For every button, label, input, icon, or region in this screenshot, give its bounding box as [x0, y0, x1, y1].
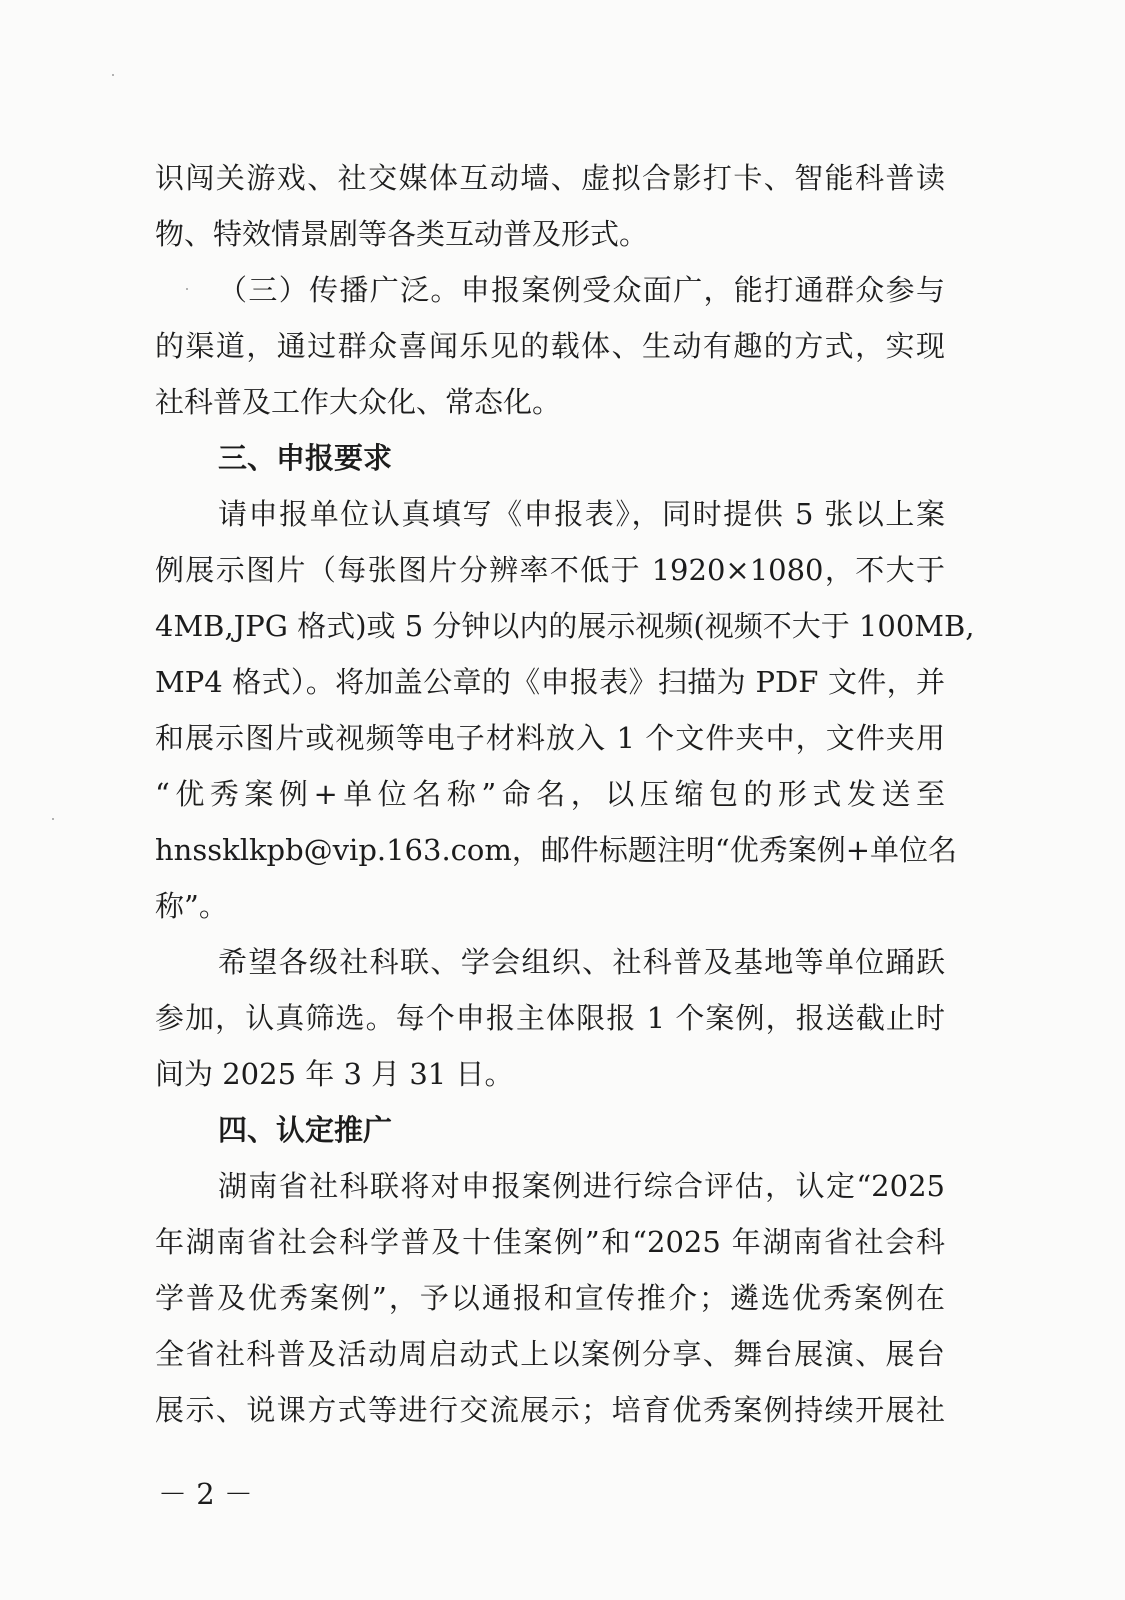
text-line-11: 和展示图片或视频等电子材料放入 1 个文件夹中，文件夹用	[155, 721, 945, 755]
text-line-16: 参加，认真筛选。每个申报主体限报 1 个案例，报送截止时	[155, 1001, 945, 1035]
scan-speck	[112, 74, 114, 76]
scan-speck	[186, 288, 188, 290]
text-line-7: 请申报单位认真填写《申报表》，同时提供 5 张以上案	[218, 497, 945, 531]
text-line-3: （三）传播广泛。申报案例受众面广，能打通群众参与	[218, 273, 945, 307]
text-line-22: 全省社科普及活动周启动式上以案例分享、舞台展演、展台	[155, 1337, 945, 1371]
text-line-5: 社科普及工作大众化、常态化。	[155, 385, 562, 419]
text-line-1: 识闯关游戏、社交媒体互动墙、虚拟合影打卡、智能科普读	[155, 161, 945, 195]
text-line-9: 4MB,JPG 格式)或 5 分钟以内的展示视频(视频不大于 100MB,	[155, 609, 975, 643]
section-heading-3: 三、申报要求	[218, 441, 393, 475]
text-line-8: 例展示图片（每张图片分辨率不低于 1920×1080，不大于	[155, 553, 945, 587]
page-number: － 2 －	[158, 1477, 253, 1511]
text-line-10: MP4 格式）。将加盖公章的《申报表》扫描为 PDF 文件，并	[155, 665, 945, 699]
text-line-14: 称”。	[155, 889, 228, 923]
text-line-19: 湖南省社科联将对申报案例进行综合评估，认定“2025	[218, 1169, 945, 1203]
text-line-2: 物、特效情景剧等各类互动普及形式。	[155, 217, 649, 251]
text-line-4: 的渠道，通过群众喜闻乐见的载体、生动有趣的方式，实现	[155, 329, 945, 363]
text-line-15: 希望各级社科联、学会组织、社科普及基地等单位踊跃	[218, 945, 945, 979]
text-line-20: 年湖南省社会科学普及十佳案例”和“2025 年湖南省社会科	[155, 1225, 945, 1259]
text-line-21: 学普及优秀案例”，予以通报和宣传推介；遴选优秀案例在	[155, 1281, 945, 1315]
text-line-13-email: hnssklkpb@vip.163.com，邮件标题注明“优秀案例+单位名	[155, 833, 958, 867]
text-line-23: 展示、说课方式等进行交流展示；培育优秀案例持续开展社	[155, 1393, 945, 1427]
scan-speck	[52, 818, 54, 820]
section-heading-4: 四、认定推广	[218, 1113, 393, 1147]
text-line-17: 间为 2025 年 3 月 31 日。	[155, 1057, 514, 1091]
text-line-12: “优秀案例+单位名称”命名，以压缩包的形式发送至	[155, 777, 945, 811]
